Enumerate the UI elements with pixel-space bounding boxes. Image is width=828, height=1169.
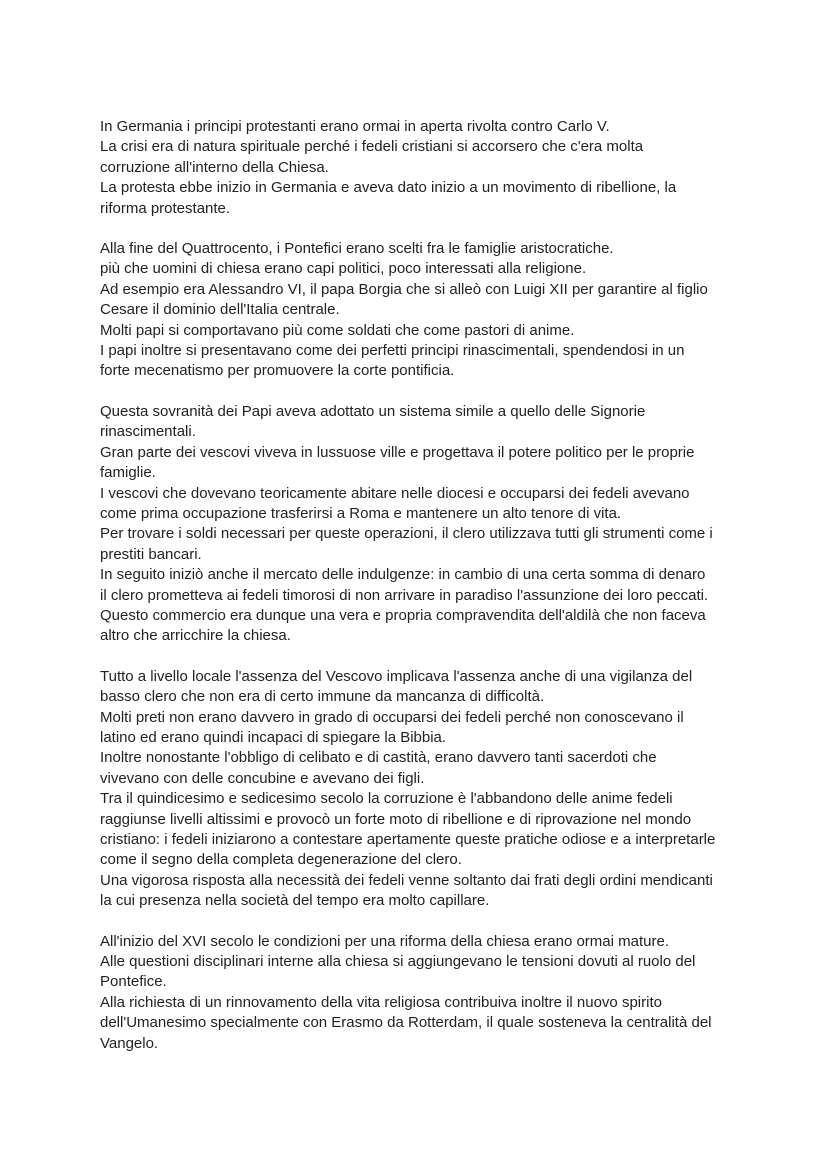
text-line: All'inizio del XVI secolo le condizioni per una riforma della chiesa erano ormai mature. <box>100 932 669 950</box>
text-line: Questa sovranità dei Papi aveva adottato un sistema simile a quello delle Signorie <box>100 402 646 420</box>
text-line: raggiunse livelli altissimi e provocò un forte moto di ribellione e di riprovazione nel mondo <box>100 810 692 828</box>
text-line: forte mecenatismo per promuovere la corte pontificia. <box>100 362 455 380</box>
text-line: In seguito iniziò anche il mercato delle indulgenze: in cambio di una certa somma di denaro <box>100 566 706 584</box>
text-line: vivevano con delle concubine e avevano dei figli. <box>100 769 425 787</box>
text-line: I vescovi che dovevano teoricamente abitare nelle diocesi e occuparsi dei fedeli avevano <box>100 484 690 502</box>
text-line: In Germania i principi protestanti erano ormai in aperta rivolta contro Carlo V. <box>100 118 610 135</box>
text-line: basso clero che non era di certo immune da mancanza di difficoltà. <box>100 688 545 706</box>
text-line: Molti papi si comportavano più come soldati che come pastori di anime. <box>100 321 575 339</box>
text-line: riforma protestante. <box>100 199 231 217</box>
text-line: Tra il quindicesimo e sedicesimo secolo la corruzione è l'abbandono delle anime fedeli <box>100 790 673 808</box>
text-line: Gran parte dei vescovi viveva in lussuose ville e progettava il potere politico per le proprie <box>100 443 695 461</box>
text-line: latino ed erano quindi incapaci di spiegare la Bibbia. <box>100 728 447 746</box>
text-line: Cesare il dominio dell'Italia centrale. <box>100 301 340 319</box>
paragraph-riforma-protestante <box>100 117 740 219</box>
text-line: come prima occupazione trasferirsi a Roma e mantenere un alto tenore di vita. <box>100 504 622 522</box>
text-line: Molti preti non erano davvero in grado di occuparsi dei fedeli perché non conoscevano il <box>100 708 684 726</box>
text-line: Per trovare i soldi necessari per queste operazioni, il clero utilizzava tutti gli strumenti come i <box>100 525 713 543</box>
text-line: La protesta ebbe inizio in Germania e aveva dato inizio a un movimento di ribellione, la <box>100 179 677 197</box>
text-line: altro che arricchire la chiesa. <box>100 627 291 645</box>
paragraph-inizio-xvi-secolo <box>100 932 740 1054</box>
text-line: più che uomini di chiesa erano capi politici, poco interessati alla religione. <box>100 260 587 278</box>
text-line: La crisi era di natura spirituale perché i fedeli cristiani si accorsero che c'era molta <box>100 138 644 156</box>
paragraph-pontefici <box>100 239 740 382</box>
text-line: rinascimentali. <box>100 423 196 441</box>
text-line: cristiano: i fedeli iniziarono a contestare apertamente queste pratiche odiose e a interpretarle <box>100 831 716 848</box>
document-body <box>100 117 740 1074</box>
text-line: Vangelo. <box>100 1034 159 1052</box>
text-line: dell'Umanesimo specialmente con Erasmo da Rotterdam, il quale sosteneva la centralità del <box>100 1014 712 1032</box>
paragraph-basso-clero <box>100 667 740 912</box>
text-line: I papi inoltre si presentavano come dei perfetti principi rinascimentali, spendendosi in un <box>100 342 685 360</box>
text-line: Inoltre nonostante l'obbligo di celibato e di castità, erano davvero tanti sacerdoti che <box>100 749 657 767</box>
text-line: il clero prometteva ai fedeli timorosi di non arrivare in paradiso l'assunzione dei loro peccati. <box>100 586 709 604</box>
text-line: Tutto a livello locale l'assenza del Vescovo implicava l'assenza anche di una vigilanza del <box>100 667 693 685</box>
paragraph-sovranita-papi <box>100 402 740 647</box>
text-line: Questo commercio era dunque una vera e propria compravendita dell'aldilà che non faceva <box>100 606 706 624</box>
text-line: famiglie. <box>100 464 156 482</box>
text-line: prestiti bancari. <box>100 545 202 563</box>
text-line: Una vigorosa risposta alla necessità dei fedeli venne soltanto dai frati degli ordini mendicanti <box>100 871 713 889</box>
text-line: Alla richiesta di un rinnovamento della vita religiosa contribuiva inoltre il nuovo spirito <box>100 993 662 1011</box>
text-line: come il segno della completa degenerazione del clero. <box>100 851 462 869</box>
text-line: Pontefice. <box>100 973 167 991</box>
text-line: Alla fine del Quattrocento, i Pontefici erano scelti fra le famiglie aristocratiche. <box>100 240 614 258</box>
text-line: Ad esempio era Alessandro VI, il papa Borgia che si alleò con Luigi XII per garantire al figlio <box>100 280 708 298</box>
text-line: corruzione all'interno della Chiesa. <box>100 158 329 176</box>
text-line: Alle questioni disciplinari interne alla chiesa si aggiungevano le tensioni dovuti al ruolo del <box>100 953 696 971</box>
text-line: la cui presenza nella società del tempo era molto capillare. <box>100 892 490 910</box>
